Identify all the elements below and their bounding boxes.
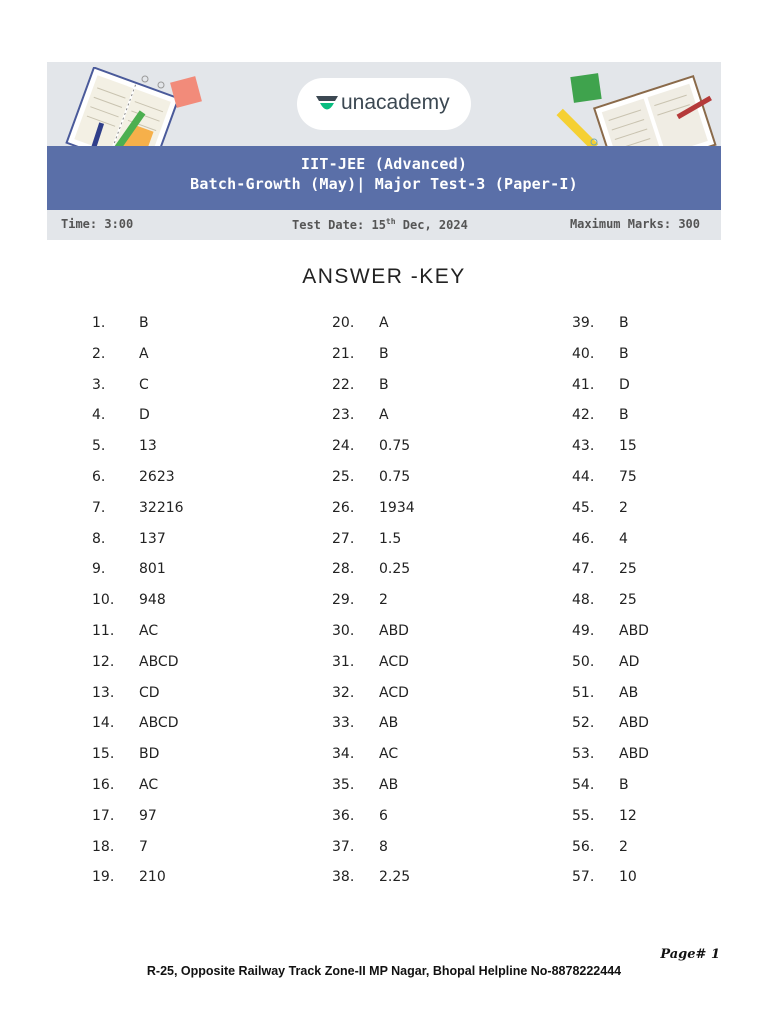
answer-value: B: [379, 345, 389, 362]
answer-value: A: [139, 345, 149, 362]
question-number: 30.: [332, 622, 355, 639]
answer-value: 4: [619, 530, 628, 547]
answer-value: B: [619, 776, 629, 793]
exam-date-suffix: Dec, 2024: [395, 218, 468, 232]
question-number: 35.: [332, 776, 355, 793]
question-number: 6.: [92, 468, 106, 485]
answer-value: ACD: [379, 684, 409, 701]
answer-row: [332, 715, 532, 746]
answer-row: [572, 315, 768, 346]
answer-row: [332, 438, 532, 469]
answer-row: [92, 808, 292, 839]
question-number: 33.: [332, 715, 355, 732]
question-number: 25.: [332, 468, 355, 485]
answer-value: 210: [139, 869, 166, 886]
exam-date-sup: th: [385, 217, 396, 226]
question-number: 43.: [572, 438, 595, 455]
title-band: [47, 146, 721, 210]
answer-value: ABD: [619, 715, 649, 732]
answer-value: D: [619, 376, 630, 393]
page-title: ANSWER -KEY: [302, 265, 466, 288]
question-number: 52.: [572, 715, 595, 732]
answer-value: BD: [139, 746, 160, 763]
answer-row: [332, 531, 532, 562]
answer-value: B: [379, 376, 389, 393]
question-number: 49.: [572, 622, 595, 639]
answer-row: [92, 377, 292, 408]
answer-value: 12: [619, 807, 637, 824]
answer-value: 97: [139, 807, 157, 824]
answer-row: [92, 592, 292, 623]
page-number: Page# 1: [660, 947, 720, 962]
question-number: 14.: [92, 715, 115, 732]
answer-value: AB: [379, 776, 399, 793]
answer-row: [92, 561, 292, 592]
question-number: 27.: [332, 530, 355, 547]
question-number: 9.: [92, 561, 106, 578]
answer-value: 2: [619, 499, 628, 516]
answer-row: [572, 592, 768, 623]
answer-value: 801: [139, 561, 166, 578]
answer-row: [572, 654, 768, 685]
question-number: 48.: [572, 592, 595, 609]
answer-row: [92, 438, 292, 469]
answer-value: AC: [139, 622, 159, 639]
answer-row: [332, 469, 532, 500]
question-number: 29.: [332, 592, 355, 609]
answer-value: 1.5: [379, 530, 402, 547]
answer-row: [572, 346, 768, 377]
answer-value: CD: [139, 684, 160, 701]
answer-row: [92, 654, 292, 685]
question-number: 8.: [92, 530, 106, 547]
answer-value: ABD: [619, 746, 649, 763]
question-number: 50.: [572, 653, 595, 670]
answer-value: AC: [379, 746, 399, 763]
answer-row: [92, 531, 292, 562]
question-number: 23.: [332, 407, 355, 424]
answer-value: 0.25: [379, 561, 411, 578]
answer-value: 1934: [379, 499, 415, 516]
unacademy-logo-icon: [315, 94, 339, 116]
answer-column-3: [572, 315, 768, 900]
answer-row: [572, 808, 768, 839]
answer-row: [92, 746, 292, 777]
answer-value: ABCD: [139, 653, 179, 670]
answer-value: B: [139, 315, 149, 331]
question-number: 18.: [92, 838, 115, 855]
answer-row: [332, 623, 532, 654]
brand-name: unacademy: [341, 91, 450, 114]
question-number: 41.: [572, 376, 595, 393]
answer-value: ACD: [379, 653, 409, 670]
answer-value: D: [139, 407, 150, 424]
answer-value: 15: [619, 438, 637, 455]
answer-value: AC: [139, 776, 159, 793]
exam-title: IIT-JEE (Advanced): [300, 155, 468, 173]
answer-row: [92, 839, 292, 870]
question-number: 53.: [572, 746, 595, 763]
question-number: 54.: [572, 776, 595, 793]
answer-value: 32216: [139, 499, 184, 516]
question-number: 36.: [332, 807, 355, 824]
exam-date: [292, 217, 468, 232]
question-number: 44.: [572, 468, 595, 485]
question-number: 17.: [92, 807, 115, 824]
answer-value: 2.25: [379, 869, 411, 886]
answer-row: [332, 685, 532, 716]
question-number: 34.: [332, 746, 355, 763]
answer-row: [332, 315, 532, 346]
question-number: 2.: [92, 345, 106, 362]
answer-row: [572, 777, 768, 808]
answer-row: [92, 869, 292, 900]
question-number: 26.: [332, 499, 355, 516]
question-number: 21.: [332, 345, 355, 362]
question-number: 22.: [332, 376, 355, 393]
question-number: 37.: [332, 838, 355, 855]
answer-value: 75: [619, 468, 637, 485]
answer-row: [572, 685, 768, 716]
answer-row: [572, 469, 768, 500]
answer-column-2: [332, 315, 532, 900]
answer-row: [332, 561, 532, 592]
answer-row: [332, 869, 532, 900]
answer-row: [332, 777, 532, 808]
answer-value: 2: [379, 592, 388, 609]
question-number: 1.: [92, 315, 106, 331]
question-number: 4.: [92, 407, 106, 424]
answer-value: ABD: [379, 622, 409, 639]
exam-subtitle: Batch-Growth (May)| Major Test-3 (Paper-I): [190, 175, 578, 193]
answer-row: [92, 315, 292, 346]
question-number: 45.: [572, 499, 595, 516]
question-number: 38.: [332, 869, 355, 886]
answer-row: [572, 715, 768, 746]
answer-row: [332, 746, 532, 777]
answer-row: [572, 839, 768, 870]
question-number: 16.: [92, 776, 115, 793]
question-number: 51.: [572, 684, 595, 701]
footer-address: R-25, Opposite Railway Track Zone-II MP Nagar, Bhopal Helpline No-8878222444: [146, 964, 622, 978]
answer-value: ABD: [619, 622, 649, 639]
answer-value: B: [619, 345, 629, 362]
question-number: 42.: [572, 407, 595, 424]
answer-value: 10: [619, 869, 637, 886]
answer-row: [332, 346, 532, 377]
question-number: 46.: [572, 530, 595, 547]
answer-value: 25: [619, 592, 637, 609]
question-number: 56.: [572, 838, 595, 855]
answer-row: [92, 685, 292, 716]
answer-row: [332, 592, 532, 623]
answer-value: 7: [139, 838, 148, 855]
question-number: 55.: [572, 807, 595, 824]
answer-row: [332, 654, 532, 685]
answer-row: [92, 715, 292, 746]
answer-row: [572, 407, 768, 438]
question-number: 5.: [92, 438, 106, 455]
answer-value: B: [619, 407, 629, 424]
answer-row: [92, 777, 292, 808]
answer-value: 2623: [139, 468, 175, 485]
answer-value: AD: [619, 653, 640, 670]
header-banner: [47, 62, 721, 240]
answer-value: 8: [379, 838, 388, 855]
answer-value: AB: [619, 684, 639, 701]
answer-row: [92, 469, 292, 500]
exam-info-bar: [47, 210, 721, 240]
answer-row: [92, 407, 292, 438]
question-number: 47.: [572, 561, 595, 578]
answer-row: [572, 531, 768, 562]
answer-row: [572, 746, 768, 777]
answer-row: [92, 500, 292, 531]
question-number: 39.: [572, 315, 595, 331]
answer-row: [572, 869, 768, 900]
answer-value: C: [139, 376, 149, 393]
answer-value: 6: [379, 807, 388, 824]
answer-row: [572, 438, 768, 469]
answer-row: [572, 377, 768, 408]
answer-row: [332, 377, 532, 408]
answer-value: 948: [139, 592, 166, 609]
question-number: 3.: [92, 376, 106, 393]
question-number: 7.: [92, 499, 106, 516]
question-number: 12.: [92, 653, 115, 670]
answer-row: [332, 808, 532, 839]
question-number: 28.: [332, 561, 355, 578]
question-number: 24.: [332, 438, 355, 455]
brand-logo: [297, 78, 471, 130]
answer-value: B: [619, 315, 629, 331]
answer-row: [332, 407, 532, 438]
answer-row: [572, 623, 768, 654]
exam-date-prefix: Test Date: 15: [292, 218, 386, 232]
question-number: 15.: [92, 746, 115, 763]
answer-value: 137: [139, 530, 166, 547]
answer-row: [332, 500, 532, 531]
answer-value: ABCD: [139, 715, 179, 732]
answer-row: [332, 839, 532, 870]
question-number: 57.: [572, 869, 595, 886]
answer-value: 13: [139, 438, 157, 455]
exam-time: Time: 3:00: [61, 217, 134, 231]
answer-value: A: [379, 407, 389, 424]
answer-row: [572, 500, 768, 531]
question-number: 40.: [572, 345, 595, 362]
answer-row: [92, 623, 292, 654]
question-number: 31.: [332, 653, 355, 670]
answer-value: 0.75: [379, 468, 411, 485]
question-number: 10.: [92, 592, 115, 609]
answer-row: [572, 561, 768, 592]
answer-value: 0.75: [379, 438, 411, 455]
question-number: 32.: [332, 684, 355, 701]
answer-value: A: [379, 315, 389, 331]
answer-value: AB: [379, 715, 399, 732]
question-number: 11.: [92, 622, 115, 639]
answer-value: 25: [619, 561, 637, 578]
question-number: 19.: [92, 869, 115, 886]
question-number: 13.: [92, 684, 115, 701]
answer-column-1: [92, 315, 292, 900]
answer-value: 2: [619, 838, 628, 855]
question-number: 20.: [332, 315, 355, 331]
max-marks: Maximum Marks: 300: [569, 217, 700, 231]
answer-row: [92, 346, 292, 377]
